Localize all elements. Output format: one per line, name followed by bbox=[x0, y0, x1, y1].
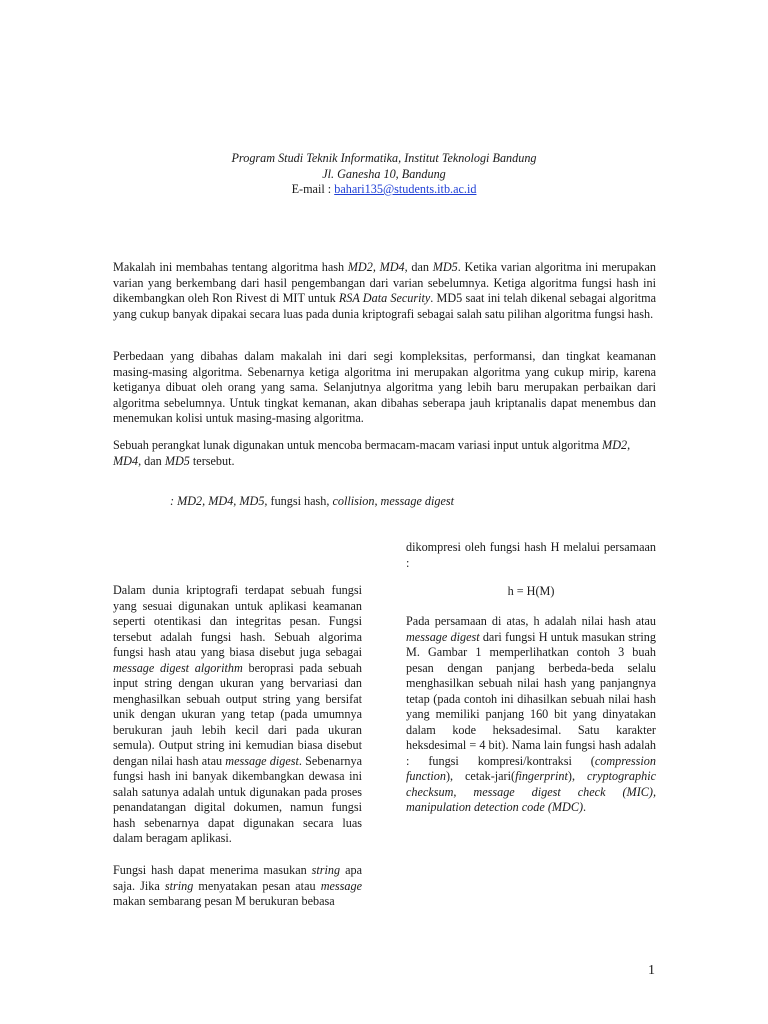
text-run: apa saja. Jika bbox=[113, 863, 362, 893]
page-number: 1 bbox=[648, 963, 655, 978]
email-line bbox=[140, 182, 628, 198]
text-run: , dan bbox=[138, 453, 165, 468]
italic-text-run: RSA Data Security bbox=[338, 291, 431, 305]
text-run: dikompresi oleh fungsi hash H melalui persamaan : bbox=[406, 540, 656, 570]
italic-text-run: cryptographic checksum, message digest check (MIC), manipulation detection code (MDC) bbox=[406, 769, 656, 814]
text-run: Makalah ini membahas tentang algoritma hash bbox=[113, 260, 348, 274]
text-run: . Sebenarnya fungsi hash ini banyak dikembangkan dewasa ini salah satunya adalah untuk digunakan pada proses penandatangan digital dokumen, namun fungsi hash sebenarnya dapat digunakan secara luas dalam beragam aplikasi. bbox=[113, 753, 363, 845]
text-run: . Ketika varian algoritma ini merupakan varian yang berkembang dari hasil pengembangan dari varian sebelumnya. Ketiga algoritma fungsi hash ini dikembangkan oleh Ron Rivest di MIT untuk bbox=[113, 260, 656, 305]
hash-equation: h = H(M) bbox=[507, 584, 555, 598]
text-run: Pada persamaan di atas, h adalah nilai hash atau bbox=[406, 614, 656, 628]
abstract-paragraph-3 bbox=[113, 438, 656, 469]
email-label: E-mail : bbox=[291, 182, 332, 196]
email-link[interactable]: bahari135@students.itb.ac.id bbox=[334, 182, 477, 196]
text-run: Sebuah perangkat lunak digunakan untuk mencoba bermacam-macam variasi input untuk algoritma bbox=[113, 438, 603, 452]
text-run: makan sembarang pesan M berukuran bebasa bbox=[113, 894, 335, 908]
affiliation: Program Studi Teknik Informatika, Institut Teknologi Bandung bbox=[231, 151, 537, 165]
text-run: Dalam dunia kriptografi terdapat sebuah fungsi yang sesuai digunakan untuk aplikasi keamanan seperti otentikasi dan integritas pesan. Fungsi tersebut adalah fungsi hash. Sebuah algorima fungsi hash atau yang biasa disebut juga sebagai bbox=[113, 583, 362, 659]
italic-text-run: fingerprint bbox=[515, 769, 568, 783]
text-run: beroprasi pada sebuah input string dengan ukuran yang bervariasi dan menghasilkan sebuah output string yang bersifat unik dengan ukuran yang tetap (pada umumnya berukuran jauh lebih kecil dari pada ukuran semula). Output string ini kemudian biasa disebut dengan nilai hash atau bbox=[113, 660, 362, 768]
text-run: Perbedaan yang dibahas dalam makalah ini dari segi kompleksitas, performansi, dan tingkat keamanan masing-masing algoritma. Sebenarnya ketiga algoritma ini merupakan algoritma yang cukup mirip, karena ketiganya dibuat oleh orang yang sama. Selanjutnya algoritma yang lebih baru merupakan perbaikan dari algoritma sebelumnya. Untuk tingkat kemanan, akan dibahas seberapa jauh kriptanalis dapat menembus dan menemukan kolisi untuk masing-masing algoritma. bbox=[113, 349, 656, 425]
text-run: , bbox=[627, 438, 631, 452]
text-run: Fungsi hash dapat menerima masukan bbox=[113, 863, 312, 877]
italic-text-run: MD2 bbox=[602, 438, 628, 452]
italic-text-run: MD5 bbox=[432, 260, 458, 274]
italic-text-run: string bbox=[311, 863, 341, 877]
italic-text-run: message digest bbox=[225, 753, 299, 768]
text-run: dari fungsi H untuk masukan string M. Gambar 1 memperlihatkan contoh 3 buah pesan dengan panjang berbeda-beda selalu menghasilkan sebuah nilai hash yang panjangnya tetap (pada contoh ini dihasilkan sebuah nilai hash yang memiliki panjang 160 bit yang dinyatakan dalam kode heksadesimal. Satu karakter heksdesimal = 4 bit). Nama lain fungsi hash adalah : fungsi kompresi/kontraksi ( bbox=[406, 629, 656, 768]
text-run: tersebut. bbox=[189, 453, 235, 468]
italic-text-run: collision, message digest bbox=[332, 494, 455, 508]
italic-text-run: MD4 bbox=[113, 453, 139, 468]
text-run: ), cetak-jari( bbox=[445, 769, 516, 783]
italic-text-run: MD2, MD4, bbox=[347, 260, 408, 274]
text-run: ), bbox=[567, 769, 587, 783]
right-column-paragraph-2 bbox=[406, 614, 656, 816]
italic-text-run: MD5 bbox=[164, 453, 190, 468]
italic-text-run: message digest bbox=[406, 629, 480, 644]
document-header bbox=[140, 151, 628, 198]
italic-text-run: string bbox=[164, 878, 194, 893]
abstract-paragraph-1 bbox=[113, 260, 656, 322]
abstract-paragraph-2 bbox=[113, 349, 656, 427]
italic-text-run: message bbox=[320, 878, 362, 893]
text-run: dan bbox=[407, 260, 433, 274]
text-run: menyatakan pesan atau bbox=[193, 878, 321, 893]
text-run: . bbox=[583, 800, 587, 814]
address: Jl. Ganesha 10, Bandung bbox=[322, 166, 446, 181]
italic-text-run: message digest algorithm bbox=[113, 660, 243, 675]
italic-text-run: : MD2, MD4, MD5, bbox=[170, 494, 268, 508]
right-column-paragraph-1 bbox=[406, 540, 656, 571]
keywords-line bbox=[170, 494, 650, 510]
text-run: . MD5 saat ini telah dikenal sebagai algoritma yang cukup banyak dipakai secara luas pada dunia kriptografi sebagai salah satu pilihan algoritma fungsi hash. bbox=[113, 291, 656, 321]
left-column-paragraph-2 bbox=[113, 863, 362, 910]
left-column-paragraph-1 bbox=[113, 583, 362, 847]
italic-text-run: compression function bbox=[406, 753, 656, 783]
text-run: fungsi hash, bbox=[267, 494, 333, 508]
